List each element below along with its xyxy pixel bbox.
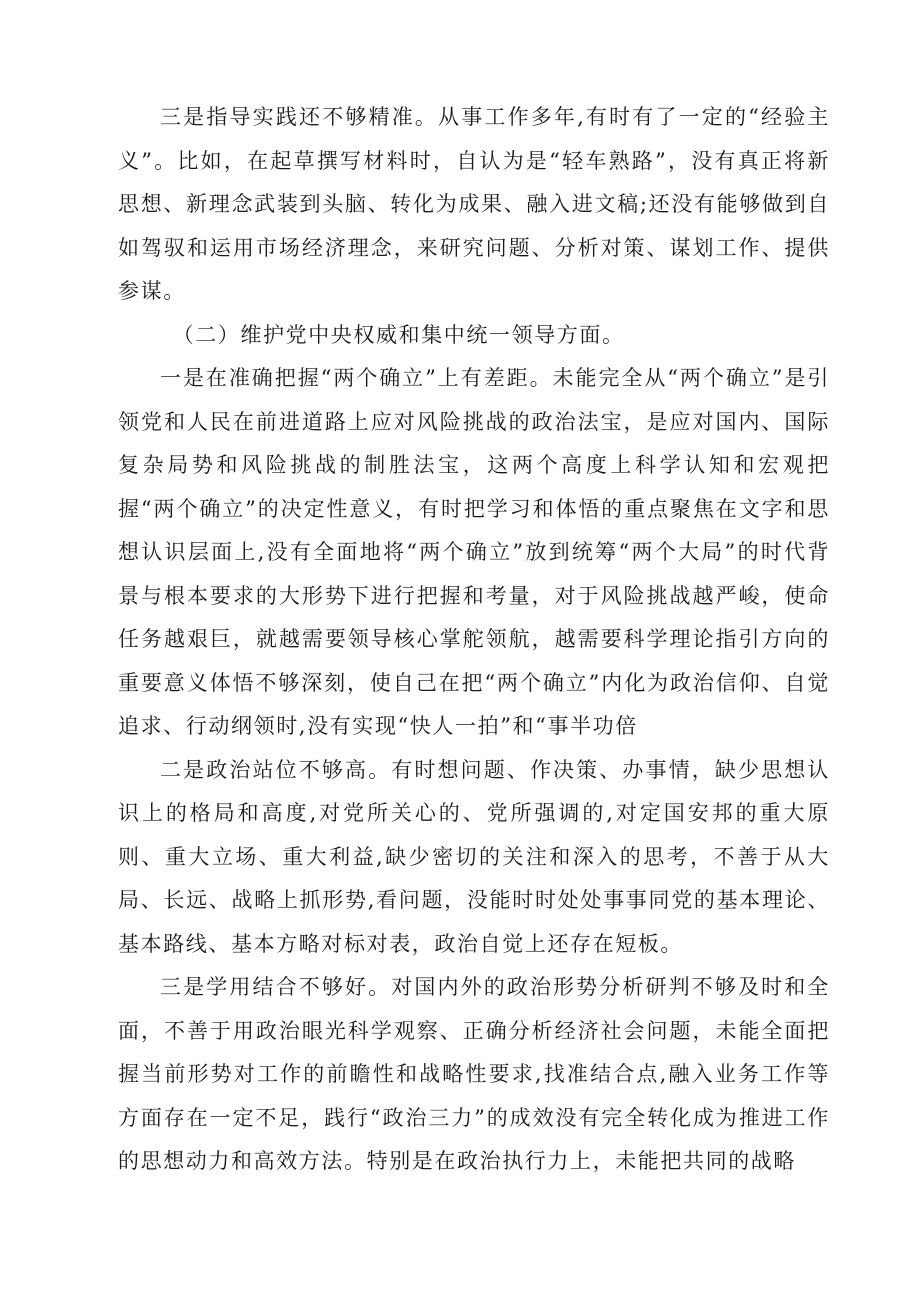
paragraph-practice-guidance: 三是指导实践还不够精准。从事工作多年,有时有了一定的“经验主义”。比如，在起草撰写材料时，自认为是“轻车熟路”，没有真正将新思想、新理念武装到头脑、转化为成果、融入进文稿;还没有能够做到自如驾驭和运用市场经济理念，来研究问题、分析对策、谋划工作、提供参谋。 — [118, 105, 830, 303]
section-heading-two: （二）维护党中央权威和集中统一领导方面。 — [172, 322, 625, 347]
paragraph-two-establishments: 一是在准确把握“两个确立”上有差距。未能完全从“两个确立”是引领党和人民在前进道路上应对风险挑战的政治法宝，是应对国内、国际复杂局势和风险挑战的制胜法宝，这两个高度上科学认知和宏观把握“两个确立”的决定性意义，有时把学习和体悟的重点聚焦在文字和思想认识层面上,没有全面地将“两个确立”放到统筹“两个大局”的时代背景与根本要求的大形势下进行把握和考量，对于风险挑战越严峻，使命任务越艰巨，就越需要领导核心掌舵领航，越需要科学理论指引方向的重要意义体悟不够深刻，使自己在把“两个确立”内化为政治信仰、自觉追求、行动纲领时,没有实现“快人一拍”和“事半功倍 — [118, 366, 830, 738]
paragraph-political-stance: 二是政治站位不够高。有时想问题、作决策、办事情，缺少思想认识上的格局和高度,对党所关心的、党所强调的,对定国安邦的重大原则、重大立场、重大利益,缺少密切的关注和深入的思考，不善于从大局、长远、战略上抓形势,看问题，没能时时处处事事同党的基本理论、基本路线、基本方略对标对表，政治自觉上还存在短板。 — [118, 757, 830, 956]
document-body — [118, 96, 830, 1184]
paragraph-learning-application: 三是学用结合不够好。对国内外的政治形势分析研判不够及时和全面，不善于用政治眼光科学观察、正确分析经济社会问题，未能全面把握当前形势对工作的前瞻性和战略性要求,找准结合点,融入业务工作等方面存在一定不足，践行“政治三力”的成效没有完全转化成为推进工作的思想动力和高效方法。特别是在政治执行力上，未能把共同的战略 — [118, 975, 830, 1173]
